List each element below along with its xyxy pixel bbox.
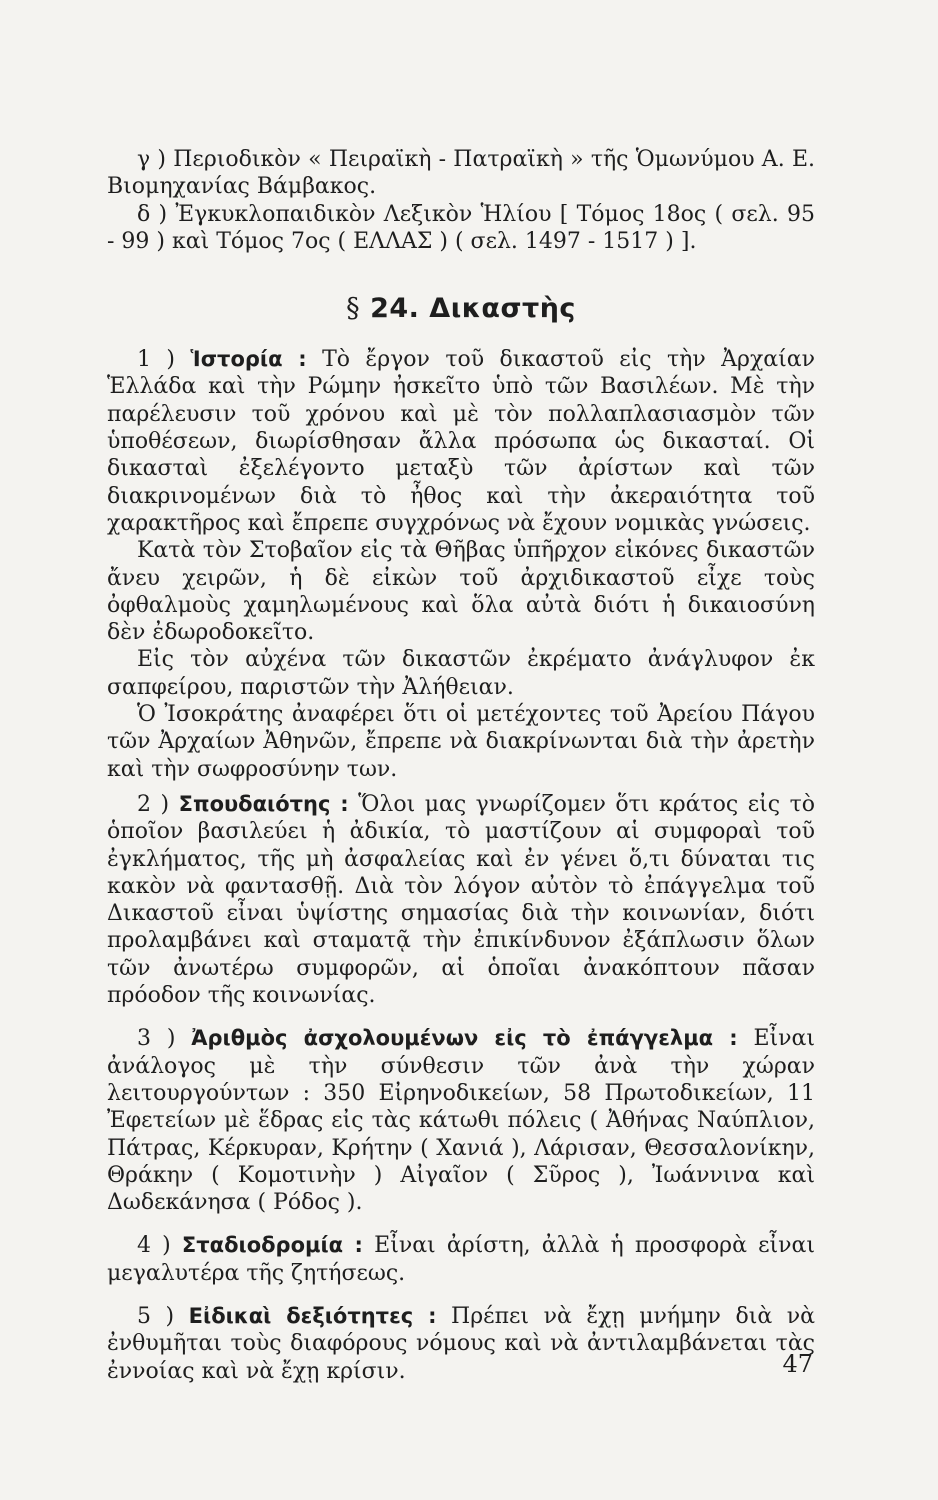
section-heading	[107, 293, 815, 324]
importance-text: Ὅλοι μας γνωρίζομεν ὅτι κράτος εἰς τὸ ὁποῖον βασιλεύει ἡ ἀδικία, τὸ μαστίζουν αἱ συμφοραὶ τοῦ ἐγκλήματος, τῆς μὴ ἀσφαλείας καὶ ἐν γένει ὅ,τι δύναται τις κακὸν νὰ φαντασθῇ. Διὰ τὸν λόγον αὐτὸν τὸ ἐπάγγελμα τοῦ Δικαστοῦ εἶναι ὑψίστης σημασίας διὰ τὴν κοινωνίαν, διότι προλαμβάνει καὶ σταματᾷ τὴν ἐπικίνδυνον ἐξάπλωσιν ὅλων τῶν ἀνωτέρω συμφορῶν, αἱ ὁποῖαι ἀνακόπτουν πᾶσαν πρόοδον τῆς κοινωνίας.	[107, 791, 816, 1009]
importance-paragraph	[107, 791, 815, 1009]
section-symbol: §	[346, 293, 361, 325]
history-text: Τὸ ἔργον τοῦ δικαστοῦ εἰς τὴν Ἀρχαίαν Ἑλλάδα καὶ τὴν Ρώμην ἠσκεῖτο ὑπὸ τῶν Βασιλέων. Μὲ τὴν παρέλευσιν τοῦ χρόνου καὶ μὲ τὸν πολλαπλασιασμὸν τῶν ὑποθέσεων, διωρίσθησαν ἄλλα πρόσωπα ὡς δικασταί. Οἱ δικασταὶ ἐξελέγοντο μεταξὺ τῶν ἀρίστων καὶ τῶν διακρινομένων διὰ τὸ ἦθος καὶ τὴν ἀκεραιότητα τοῦ χαρακτῆρος καὶ ἔπρεπε συγχρόνως νὰ ἔχουν νομικὰς γνώσεις.	[107, 347, 815, 536]
page-body	[107, 146, 815, 1385]
skills-label: Εἰδικαὶ δεξιότητες :	[188, 1303, 437, 1328]
career-text: Εἶναι ἀρίστη, ἀλλὰ ἡ προσφορὰ εἶναι μεγαλυτέρα τῆς ζητήσεως.	[107, 1233, 816, 1286]
history-label: Ἱστορία :	[190, 347, 307, 372]
career-number: 4 )	[137, 1233, 171, 1259]
employed-text: Εἶναι ἀνάλογος μὲ τὴν σύνθεσιν τῶν ἀνὰ τὴν χώραν λειτουργούντων : 350 Εἰρηνοδικείων, 58 Πρωτοδικείων, 11 Ἐφετείων μὲ ἕδρας εἰς τὰς κάτωθι πόλεις ( Ἀθήνας Ναύπλιον, Πάτρας, Κέρκυραν, Κρήτην ( Χανιά ), Λάρισαν, Θεσσαλονίκην, Θράκην ( Κομοτινὴν ) Αἰγαῖον ( Σῦρος ), Ἰωάννινα καὶ Δωδεκάνησα ( Ρόδος ).	[107, 1026, 816, 1216]
skills-number: 5 )	[137, 1303, 175, 1329]
importance-number: 2 )	[137, 791, 170, 817]
page-number: 47	[782, 1350, 813, 1378]
section-title: 24. Δικαστὴς	[370, 293, 576, 325]
employed-paragraph	[107, 1025, 815, 1216]
importance-label: Σπουδαιότης :	[178, 791, 349, 816]
isocrates-paragraph: Ὁ Ἰσοκράτης ἀναφέρει ὅτι οἱ μετέχοντες τοῦ Ἀρείου Πάγου τῶν Ἀρχαίων Ἀθηνῶν, ἔπρεπε νὰ διακρίνωνται διὰ τὴν ἀρετὴν καὶ τὴν σωφροσύνην των.	[107, 702, 815, 782]
stobaeus-paragraph: Κατὰ τὸν Στοβαῖον εἰς τὰ Θῆβας ὑπῆρχον εἰκόνες δικαστῶν ἄνευ χειρῶν, ἡ δὲ εἰκὼν τοῦ ἀρχιδικαστοῦ εἶχε τοὺς ὀφθαλμοὺς χαμηλωμένους καὶ ὅλα αὐτὰ διότι ἡ δικαιοσύνη δὲν ἐδωροδοκεῖτο.	[107, 538, 815, 646]
employed-label: Ἀριθμὸς ἀσχολουμένων εἰς τὸ ἐπάγγελμα :	[191, 1026, 738, 1051]
reference-item-d: δ ) Ἐγκυκλοπαιδικὸν Λεξικὸν Ἡλίου [ Τόμος 18ος ( σελ. 95 - 99 ) καὶ Τόμος 7ος ( ΕΛΛΑΣ ) ( σελ. 1497 - 1517 ) ].	[107, 201, 815, 254]
reference-item-g: γ ) Περιοδικὸν « Πειραϊκὴ - Πατραϊκὴ » τῆς Ὁμωνύμου Α. Ε. Βιομηχανίας Βάμβακος.	[107, 147, 815, 200]
sapphire-paragraph: Εἰς τὸν αὐχένα τῶν δικαστῶν ἐκρέματο ἀνάγλυφον ἐκ σαπφείρου, παριστῶν τὴν Ἀλήθειαν.	[107, 647, 815, 700]
skills-paragraph	[107, 1303, 815, 1385]
employed-number: 3 )	[137, 1026, 176, 1052]
career-label: Σταδιοδρομία :	[181, 1233, 363, 1258]
history-paragraph	[107, 346, 815, 537]
career-paragraph	[107, 1232, 815, 1287]
skills-text: Πρέπει νὰ ἔχῃ μνήμην διὰ νὰ ἐνθυμῆται τοὺς διαφόρους νόμους καὶ νὰ ἀντιλαμβάνεται τὰς ἐννοίας καὶ νὰ ἔχῃ κρίσιν.	[107, 1303, 815, 1384]
history-number: 1 )	[137, 347, 175, 373]
